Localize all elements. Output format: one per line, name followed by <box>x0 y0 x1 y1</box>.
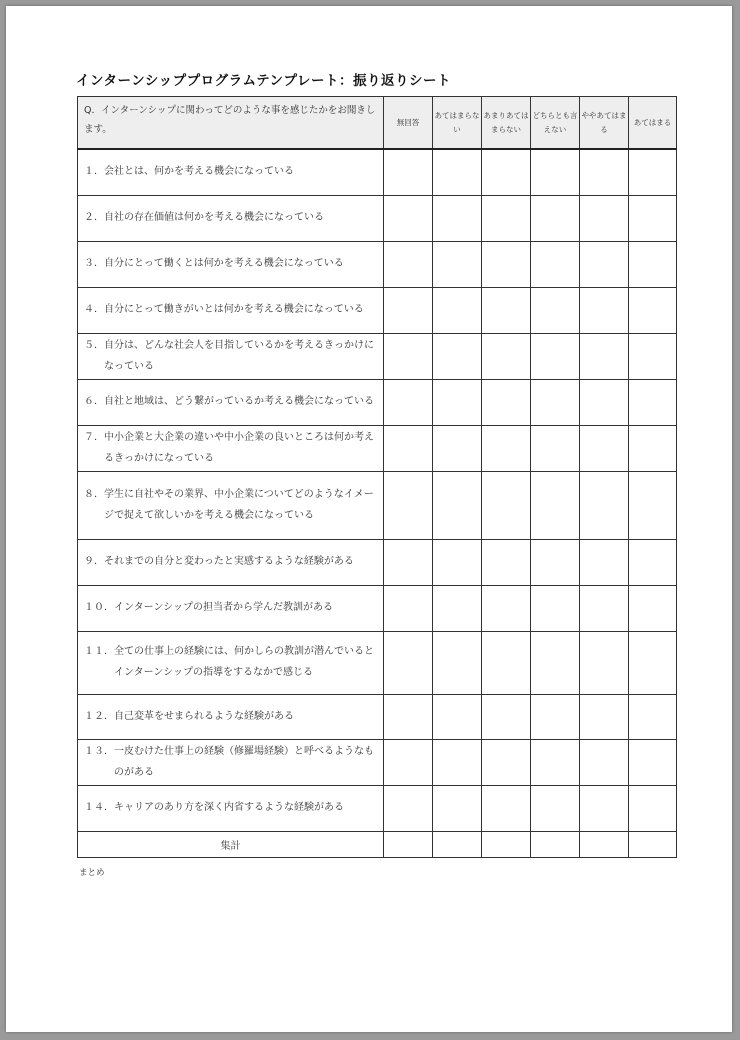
answer-cell[interactable] <box>580 195 629 241</box>
question-cell <box>78 379 384 425</box>
question-cell <box>78 539 384 585</box>
question-row <box>78 785 677 831</box>
total-cell[interactable] <box>482 831 531 857</box>
answer-cell[interactable] <box>384 585 433 631</box>
answer-cell[interactable] <box>384 149 433 195</box>
answer-cell[interactable] <box>482 739 531 785</box>
answer-cell[interactable] <box>384 425 433 471</box>
answer-cell[interactable] <box>433 694 482 739</box>
question-number: ３． <box>84 258 104 269</box>
answer-cell[interactable] <box>433 241 482 287</box>
question-row <box>78 149 677 195</box>
answer-cell[interactable] <box>433 471 482 539</box>
question-text: 中小企業と大企業の違いや中小企業の良いところは何か考えるきっかけになっている <box>104 431 374 464</box>
total-cell[interactable] <box>531 831 580 857</box>
answer-cell[interactable] <box>629 785 677 831</box>
answer-cell[interactable] <box>580 379 629 425</box>
answer-cell[interactable] <box>531 195 580 241</box>
answer-cell[interactable] <box>433 333 482 379</box>
question-row <box>78 379 677 425</box>
answer-cell[interactable] <box>433 539 482 585</box>
page-title: インターンシッププログラムテンプレート：振り返りシート <box>76 73 451 89</box>
answer-cell[interactable] <box>433 287 482 333</box>
answer-cell[interactable] <box>433 785 482 831</box>
question-number: １４． <box>84 802 114 813</box>
question-text: 自分にとって働きがいとは何かを考える機会になっている <box>104 304 364 315</box>
answer-cell[interactable] <box>482 333 531 379</box>
answer-cell[interactable] <box>482 425 531 471</box>
question-text: 全ての仕事上の経験には、何かしらの教訓が潜んでいるとインターンシップの指導をするなかで感じる <box>114 646 374 678</box>
answer-cell[interactable] <box>580 471 629 539</box>
question-number: ４． <box>84 304 104 315</box>
question-number: １３． <box>84 745 114 757</box>
answer-cell[interactable] <box>384 379 433 425</box>
question-text: 学生に自社やその業界、中小企業についてどのようなイメージで捉えて欲しいかを考える機会になっている <box>104 488 374 521</box>
question-row <box>78 631 677 694</box>
answer-cell[interactable] <box>531 241 580 287</box>
answer-cell[interactable] <box>580 241 629 287</box>
question-number: ６． <box>84 396 104 407</box>
question-row <box>78 739 677 785</box>
question-number: ５． <box>84 339 104 351</box>
question-text: 自己変革をせまられるような経験がある <box>114 710 294 722</box>
question-cell <box>78 739 384 785</box>
question-number: １． <box>84 166 104 178</box>
answer-cell[interactable] <box>433 739 482 785</box>
answer-cell[interactable] <box>433 585 482 631</box>
answer-cell[interactable] <box>580 333 629 379</box>
answer-cell[interactable] <box>433 379 482 425</box>
answer-cell[interactable] <box>384 694 433 739</box>
answer-cell[interactable] <box>531 379 580 425</box>
answer-cell[interactable] <box>482 287 531 333</box>
question-cell <box>78 785 384 831</box>
question-cell <box>78 694 384 739</box>
answer-cell[interactable] <box>384 471 433 539</box>
reflection-table <box>77 96 677 858</box>
answer-cell[interactable] <box>580 287 629 333</box>
answer-cell[interactable] <box>580 425 629 471</box>
answer-cell[interactable] <box>384 287 433 333</box>
answer-cell[interactable] <box>384 785 433 831</box>
answer-cell[interactable] <box>580 694 629 739</box>
answer-cell[interactable] <box>384 195 433 241</box>
answer-cell[interactable] <box>629 585 677 631</box>
answer-cell[interactable] <box>531 785 580 831</box>
answer-cell[interactable] <box>629 333 677 379</box>
document-page <box>6 6 732 1032</box>
question-row <box>78 195 677 241</box>
question-row <box>78 425 677 471</box>
answer-cell[interactable] <box>629 631 677 694</box>
answer-cell[interactable] <box>384 739 433 785</box>
answer-cell[interactable] <box>482 539 531 585</box>
question-number: １１． <box>84 646 114 657</box>
answer-cell[interactable] <box>629 241 677 287</box>
answer-cell[interactable] <box>384 241 433 287</box>
answer-cell[interactable] <box>482 195 531 241</box>
answer-cell[interactable] <box>482 241 531 287</box>
answer-cell[interactable] <box>629 287 677 333</box>
question-header: Q．インターンシップに関わってどのような事を感じたかをお聞きします。 <box>78 97 384 150</box>
question-text: インターンシップの担当者から学んだ教訓がある <box>114 602 333 613</box>
option-header-applicable: あてはまる <box>629 97 677 150</box>
answer-cell[interactable] <box>580 539 629 585</box>
answer-cell[interactable] <box>629 739 677 785</box>
answer-cell[interactable] <box>580 739 629 785</box>
total-cell[interactable] <box>629 831 677 857</box>
question-cell <box>78 287 384 333</box>
question-number: ９． <box>84 556 104 567</box>
question-cell <box>78 631 384 694</box>
answer-cell[interactable] <box>629 195 677 241</box>
option-header-no-answer: 無回答 <box>384 97 433 150</box>
table-header-row <box>78 97 677 150</box>
question-text: キャリアのあり方を深く内省するような経験がある <box>114 802 344 813</box>
question-row <box>78 694 677 739</box>
answer-cell[interactable] <box>531 333 580 379</box>
answer-cell[interactable] <box>629 694 677 739</box>
option-header-mostly-not: あまりあてはまらない <box>482 97 531 150</box>
question-text: 会社とは、何かを考える機会になっている <box>104 166 294 178</box>
answer-cell[interactable] <box>629 379 677 425</box>
answer-cell[interactable] <box>482 149 531 195</box>
question-cell <box>78 195 384 241</box>
answer-cell[interactable] <box>531 539 580 585</box>
total-label: 集計 <box>78 831 384 857</box>
answer-cell[interactable] <box>531 631 580 694</box>
answer-cell[interactable] <box>629 471 677 539</box>
question-number: ２． <box>84 212 104 223</box>
question-row <box>78 287 677 333</box>
answer-cell[interactable] <box>482 785 531 831</box>
answer-cell[interactable] <box>629 149 677 195</box>
answer-cell[interactable] <box>482 471 531 539</box>
answer-cell[interactable] <box>531 739 580 785</box>
option-header-somewhat: ややあてはまる <box>580 97 629 150</box>
question-row <box>78 539 677 585</box>
answer-cell[interactable] <box>629 425 677 471</box>
question-number: １０． <box>84 602 114 613</box>
answer-cell[interactable] <box>531 149 580 195</box>
answer-cell[interactable] <box>482 631 531 694</box>
question-text: 自分は、どんな社会人を目指しているかを考えるきっかけになっている <box>104 339 374 372</box>
question-cell <box>78 471 384 539</box>
option-header-not-applicable: あてはまらない <box>433 97 482 150</box>
answer-cell[interactable] <box>531 425 580 471</box>
answer-cell[interactable] <box>482 694 531 739</box>
question-text: 一皮むけた仕事上の経験（修羅場経験）と呼べるようなものがある <box>114 745 374 778</box>
answer-cell[interactable] <box>433 195 482 241</box>
answer-cell[interactable] <box>580 585 629 631</box>
answer-cell[interactable] <box>433 149 482 195</box>
question-row <box>78 241 677 287</box>
answer-cell[interactable] <box>580 149 629 195</box>
answer-cell[interactable] <box>433 631 482 694</box>
answer-cell[interactable] <box>629 539 677 585</box>
question-text: 自分にとって働くとは何かを考える機会になっている <box>104 258 344 269</box>
answer-cell[interactable] <box>433 425 482 471</box>
question-text: 自社の存在価値は何かを考える機会になっている <box>104 212 324 223</box>
answer-cell[interactable] <box>384 539 433 585</box>
answer-cell[interactable] <box>482 379 531 425</box>
question-row <box>78 471 677 539</box>
answer-cell[interactable] <box>580 785 629 831</box>
total-row <box>78 831 677 857</box>
option-header-neutral: どちらとも言えない <box>531 97 580 150</box>
question-row <box>78 585 677 631</box>
summary-label: まとめ <box>79 868 105 878</box>
question-number: ７． <box>84 431 104 443</box>
answer-cell[interactable] <box>531 585 580 631</box>
question-cell <box>78 425 384 471</box>
question-number: １２． <box>84 710 114 722</box>
question-row <box>78 333 677 379</box>
answer-cell[interactable] <box>531 471 580 539</box>
question-cell <box>78 241 384 287</box>
total-cell[interactable] <box>384 831 433 857</box>
question-cell <box>78 149 384 195</box>
answer-cell[interactable] <box>482 585 531 631</box>
answer-cell[interactable] <box>531 287 580 333</box>
question-text: 自社と地域は、どう繋がっているか考える機会になっている <box>104 396 374 407</box>
question-cell <box>78 333 384 379</box>
total-cell[interactable] <box>580 831 629 857</box>
total-cell[interactable] <box>433 831 482 857</box>
question-cell <box>78 585 384 631</box>
answer-cell[interactable] <box>384 333 433 379</box>
question-number: ８． <box>84 488 104 500</box>
answer-cell[interactable] <box>580 631 629 694</box>
answer-cell[interactable] <box>384 631 433 694</box>
question-text: それまでの自分と変わったと実感するような経験がある <box>104 556 354 567</box>
answer-cell[interactable] <box>531 694 580 739</box>
